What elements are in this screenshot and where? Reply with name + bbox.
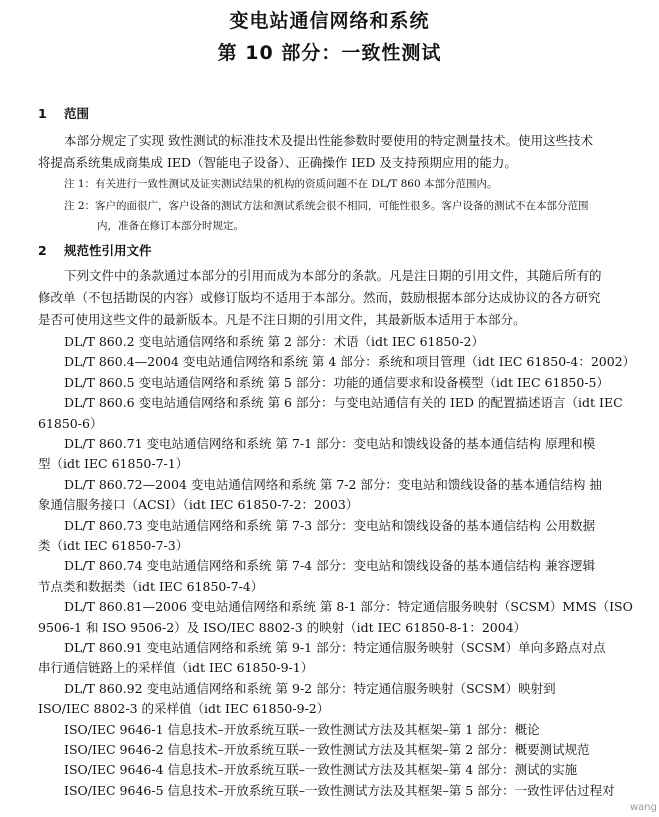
reference-entry-continuation: 61850-6） — [38, 415, 103, 431]
note-2-line: 注 2：客户的面很广，客户设备的测试方法和测试系统会很不相同，可能性很多。客户设备的测试不在本部分范围 — [64, 200, 589, 212]
reference-entry-continuation: 9506-1 和 ISO 9506-2）及 ISO/IEC 8802-3 的映射（idt IEC 61850-8-1：2004） — [38, 619, 527, 635]
reference-entry: DL/T 860.81—2006 变电站通信网络和系统 第 8-1 部分：特定通信服务映射（SCSM）MMS（ISO — [64, 599, 633, 615]
note-1: 注 1：有关进行一致性测试及证实测试结果的机构的资质问题不在 DL/T 860 本部分范围内。 — [64, 178, 498, 190]
reference-entry: DL/T 860.72—2004 变电站通信网络和系统 第 7-2 部分：变电站和馈线设备的基本通信结构 抽 — [64, 476, 602, 492]
reference-entry-continuation: 类（idt IEC 61850-7-3） — [38, 538, 189, 553]
reference-entry-continuation: 节点类和数据类（idt IEC 61850-7-4） — [38, 578, 264, 594]
note-2-line: 内，准备在修订本部分时规定。 — [97, 220, 244, 232]
reference-entry: DL/T 860.91 变电站通信网络和系统 第 9-1 部分：特定通信服务映射（SCSM）单向多路点对点 — [64, 640, 606, 655]
section-title: 范围 — [64, 106, 90, 121]
references-intro-line: 下列文件中的条款通过本部分的引用而成为本部分的条款。凡是注日期的引用文件，其随后所有的 — [64, 268, 602, 283]
reference-entry: ISO/IEC 9646-5 信息技术–开放系统互联–一致性测试方法及其框架–第 5 部分：一致性评估过程对 — [64, 782, 615, 798]
reference-entry: DL/T 860.2 变电站通信网络和系统 第 2 部分：术语（idt IEC 61850-2） — [64, 334, 485, 349]
scope-paragraph-line: 本部分规定了实现 致性测试的标准技术及提出性能参数时要使用的特定测量技术。使用这些技术 — [64, 133, 593, 148]
references-intro-line: 修改单（不包括勘误的内容）或修订版均不适用于本部分。然而，鼓励根据本部分达成协议的各方研究 — [38, 290, 601, 305]
document-title: 变电站通信网络和系统 — [229, 10, 430, 32]
references-intro-line: 是否可使用这些文件的最新版本。凡是不注日期的引用文件，其最新版本适用于本部分。 — [38, 312, 526, 327]
section-1-heading — [38, 104, 89, 122]
reference-entry-continuation: ISO/IEC 8802-3 的采样值（idt IEC 61850-9-2） — [38, 701, 330, 717]
reference-entry: DL/T 860.71 变电站通信网络和系统 第 7-1 部分：变电站和馈线设备的基本通信结构 原理和模 — [64, 436, 596, 451]
reference-entry: DL/T 860.4—2004 变电站通信网络和系统 第 4 部分：系统和项目管理（idt IEC 61850-4：2002） — [64, 354, 636, 370]
reference-entry: ISO/IEC 9646-1 信息技术–开放系统互联–一致性测试方法及其框架–第 1 部分：概论 — [64, 721, 540, 737]
document-subtitle: 第 10 部分：一致性测试 — [217, 42, 442, 64]
reference-entry: DL/T 860.6 变电站通信网络和系统 第 6 部分：与变电站通信有关的 IED 的配置描述语言（idt IEC — [64, 395, 623, 411]
section-2-heading — [38, 241, 152, 259]
section-number: 1 — [38, 106, 47, 121]
reference-entry-continuation: 型（idt IEC 61850-7-1） — [38, 456, 189, 472]
reference-entry: DL/T 860.92 变电站通信网络和系统 第 9-2 部分：特定通信服务映射（SCSM）映射到 — [64, 680, 556, 696]
reference-entry: ISO/IEC 9646-4 信息技术–开放系统互联–一致性测试方法及其框架–第 4 部分：测试的实施 — [64, 762, 578, 778]
reference-entry: ISO/IEC 9646-2 信息技术–开放系统互联–一致性测试方法及其框架–第 2 部分：概要测试规范 — [64, 742, 590, 757]
reference-entry: DL/T 860.74 变电站通信网络和系统 第 7-4 部分：变电站和馈线设备的基本通信结构 兼容逻辑 — [64, 558, 596, 574]
section-title: 规范性引用文件 — [64, 243, 152, 258]
scope-paragraph-line: 将提高系统集成商集成 IED（智能电子设备）、正确操作 IED 及支持预期应用的能力。 — [38, 155, 517, 170]
watermark: wang — [630, 802, 657, 813]
section-number: 2 — [38, 243, 47, 258]
reference-entry: DL/T 860.5 变电站通信网络和系统 第 5 部分：功能的通信要求和设备模型（idt IEC 61850-5） — [64, 374, 610, 390]
reference-entry-continuation: 象通信服务接口（ACSI）（idt IEC 61850-7-2：2003） — [38, 497, 359, 513]
reference-entry: DL/T 860.73 变电站通信网络和系统 第 7-3 部分：变电站和馈线设备的基本通信结构 公用数据 — [64, 517, 596, 533]
reference-entry-continuation: 串行通信链路上的采样值（idt IEC 61850-9-1） — [38, 660, 314, 676]
